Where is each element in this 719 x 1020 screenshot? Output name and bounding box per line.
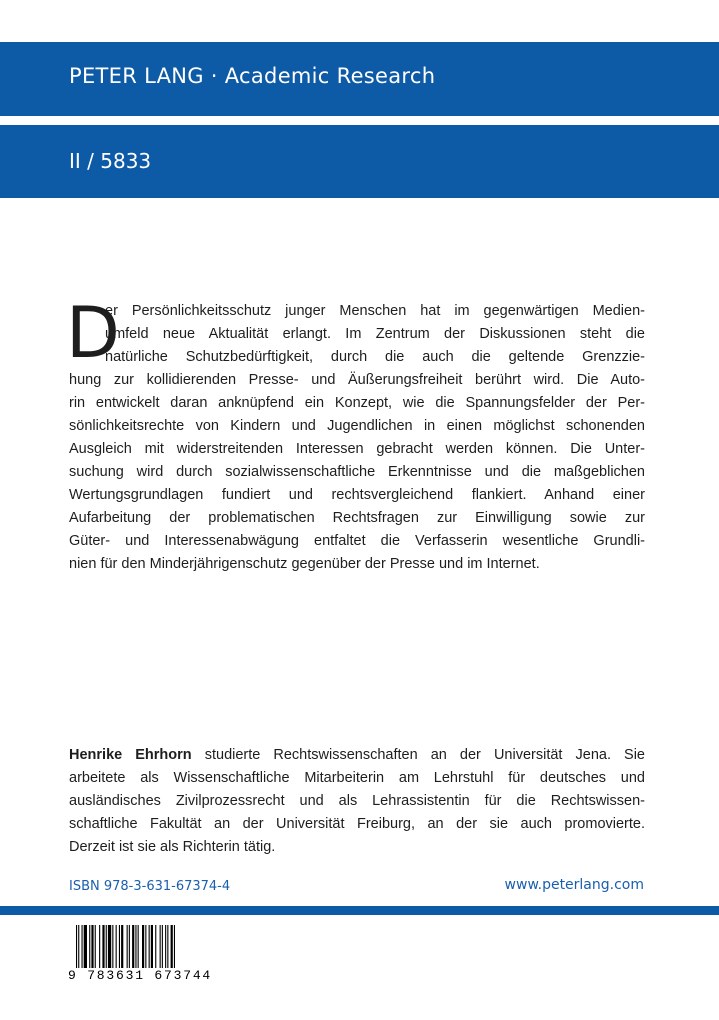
abstract-text [69,300,645,576]
series-number-band [0,125,719,198]
series-number: II / 5833 [69,149,152,173]
bio-line: Derzeit ist sie als Richterin tätig. [69,839,276,855]
barcode-bar [106,925,107,969]
barcode-bar [95,925,96,969]
abstract-line: Aufarbeitung der problematischen Rechtsfragen zur Einwilligung sowie zur [69,510,645,526]
barcode-bar [165,925,166,969]
barcode-bar [135,925,136,969]
abstract-line: nien für den Minderjährigenschutz gegenüber der Presse und im Internet. [69,556,540,572]
barcode-bar [142,925,144,969]
barcode [68,925,220,983]
footer-band [0,906,719,915]
barcode-digits: 9 783631 673744 [68,968,220,983]
barcode-bar [119,925,120,969]
barcode-bar [91,925,93,969]
barcode-bar [89,925,90,969]
abstract-line: hung zur kollidierenden Presse- und Äußerungsfreiheit berührt wird. Die Auto- [69,372,645,388]
abstract-line: Wertungsgrundlagen fundiert und rechtsvergleichend flankiert. Anhand einer [69,487,645,503]
abstract-line: sönlichkeitsrechte von Kindern und Jugendlichen in einen möglichst schonenden [69,418,645,434]
series-title: PETER LANG · Academic Research [69,64,436,88]
abstract-line: Güter- und Interessenabwägung entfaltet die Verfasserin wesentliche Grundli- [69,533,645,549]
barcode-bar [121,925,123,969]
abstract-line: suchung wird durch sozialwissenschaftliche Erkenntnisse und die maßgeblichen [69,464,645,480]
bio-line-rest: studierte Rechtswissenschaften an der Universität Jena. Sie [191,747,645,763]
barcode-bar [99,925,100,969]
barcode-bar [145,925,146,969]
barcode-bar [162,925,163,969]
isbn: ISBN 978-3-631-67374-4 [69,879,231,894]
author-name: Henrike Ehrhorn [69,747,192,763]
bio-line: ausländisches Zivilprozessrecht und als Lehrassistentin für die Rechtswissen- [69,793,645,809]
barcode-bar [108,925,111,969]
drop-cap: D [66,292,120,374]
barcode-bar [116,925,117,969]
barcode-bar [138,925,139,969]
abstract-line: umfeld neue Aktualität erlangt. Im Zentrum der Diskussionen steht die [105,326,645,342]
barcode-bar [160,925,161,969]
barcode-bar [84,925,87,969]
bio-line: schaftliche Fakultät an der Universität Freiburg, an der sie auch promovierte. [69,816,645,832]
abstract-line: rin entwickelt daran anknüpfend ein Konzept, wie die Spannungsfelder der Per- [69,395,645,411]
barcode-bar [112,925,113,969]
barcode-bar [155,925,156,969]
bio-line: arbeitete als Wissenschaftliche Mitarbeiterin am Lehrstuhl für deutsches und [69,770,645,786]
abstract-line: er Persönlichkeitsschutz junger Menschen hat im gegenwärtigen Medien- [105,303,645,319]
barcode-bar [149,925,150,969]
barcode-bar [102,925,104,969]
bio-first-line [69,744,645,767]
barcode-bar [82,925,83,969]
barcode-bar [132,925,134,969]
author-bio [69,744,645,859]
abstract-line: natürliche Schutzbedürftigkeit, durch die auch die geltende Grenzzie- [105,349,645,365]
header-band [0,42,719,116]
publisher-url[interactable]: www.peterlang.com [504,877,644,893]
barcode-bar [167,925,168,969]
abstract-line: Ausgleich mit widerstreitenden Interessen gebracht werden können. Die Unter- [69,441,645,457]
barcode-bar [151,925,153,969]
